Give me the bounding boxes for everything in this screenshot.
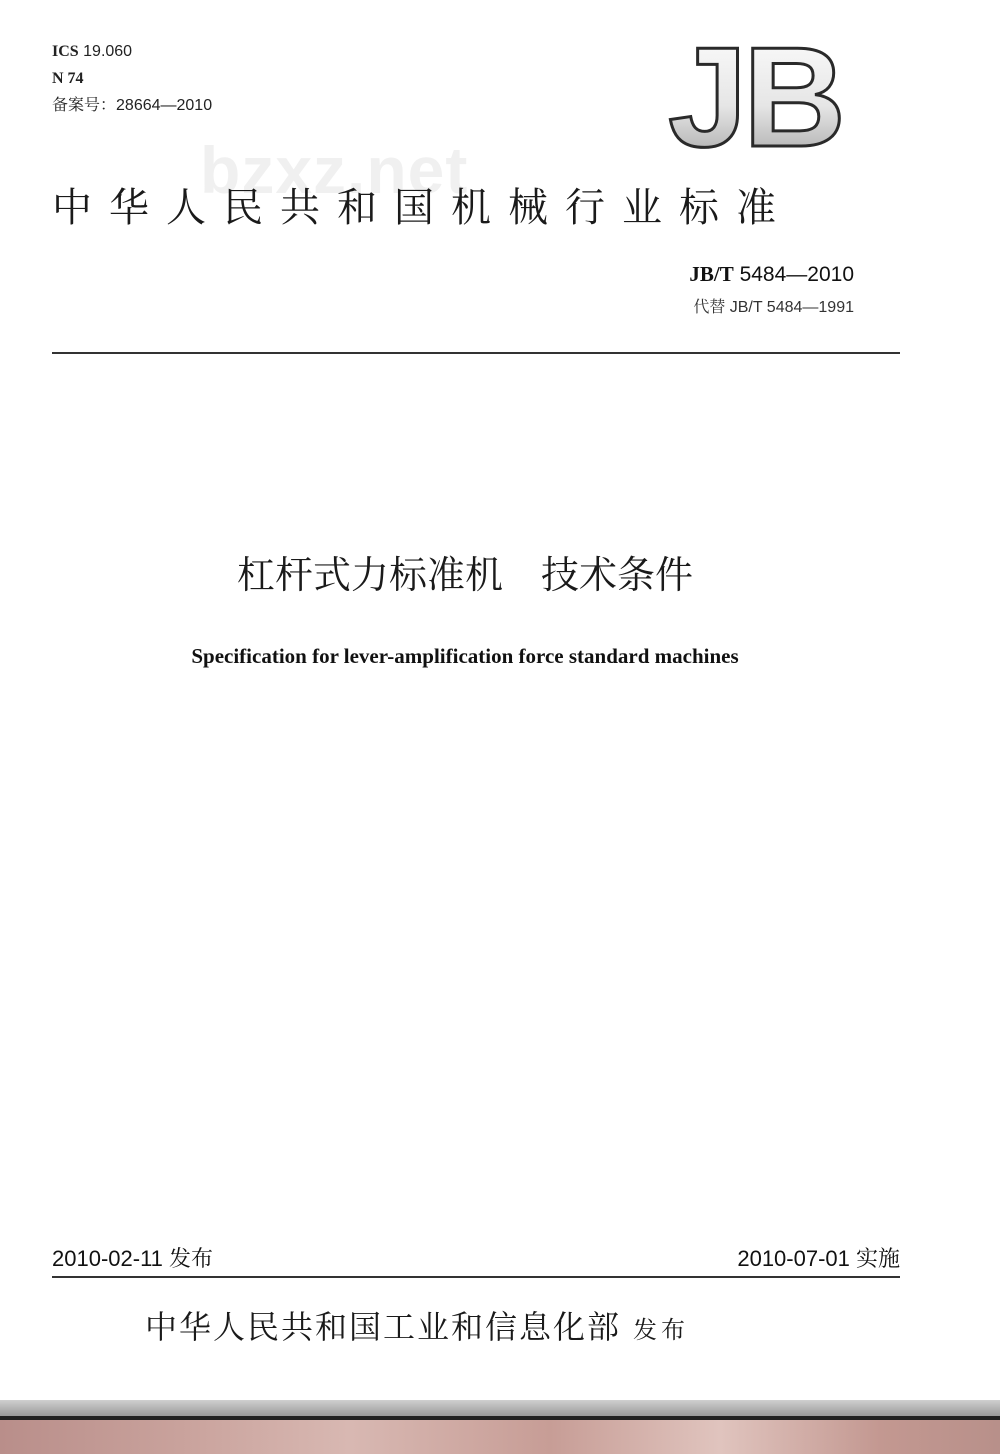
jb-logo (655, 36, 855, 156)
ics-label: ICS (52, 43, 79, 60)
watermark: bzxz.net (200, 133, 469, 207)
filing-value: 28664—2010 (116, 97, 213, 114)
issuer-suffix: 发布 (633, 1316, 690, 1344)
standard-number (689, 262, 854, 287)
class-code: N 74 (52, 70, 84, 87)
issuing-authority (145, 1302, 689, 1348)
scan-edge-strip (0, 1400, 1000, 1416)
chinese-title: 杠杆式力标准机 技术条件 (236, 553, 693, 597)
issue-date: 2010-02-11 发布 (52, 1246, 214, 1271)
standard-prefix: JB/T (689, 262, 734, 286)
issuer-name: 中华人民共和国工业和信息化部 (145, 1308, 622, 1346)
footer-divider (52, 1276, 900, 1278)
scan-background-strip (0, 1420, 1000, 1454)
ics-value: 19.060 (83, 43, 133, 60)
ics-code (52, 42, 132, 62)
standard-value: 5484—2010 (739, 263, 854, 286)
replaces-standard: 代替 JB/T 5484—1991 (693, 299, 854, 316)
implementation-date: 2010-07-01 实施 (737, 1246, 900, 1271)
filing-label: 备案号： (52, 97, 117, 114)
standard-category-title: 中华人民共和国机械行业标准 (52, 185, 793, 231)
header-divider (52, 352, 900, 354)
jb-logo-text: JB (668, 36, 842, 156)
filing-number (52, 96, 212, 116)
english-title: Specification for lever-amplification force standard machines (191, 644, 739, 668)
